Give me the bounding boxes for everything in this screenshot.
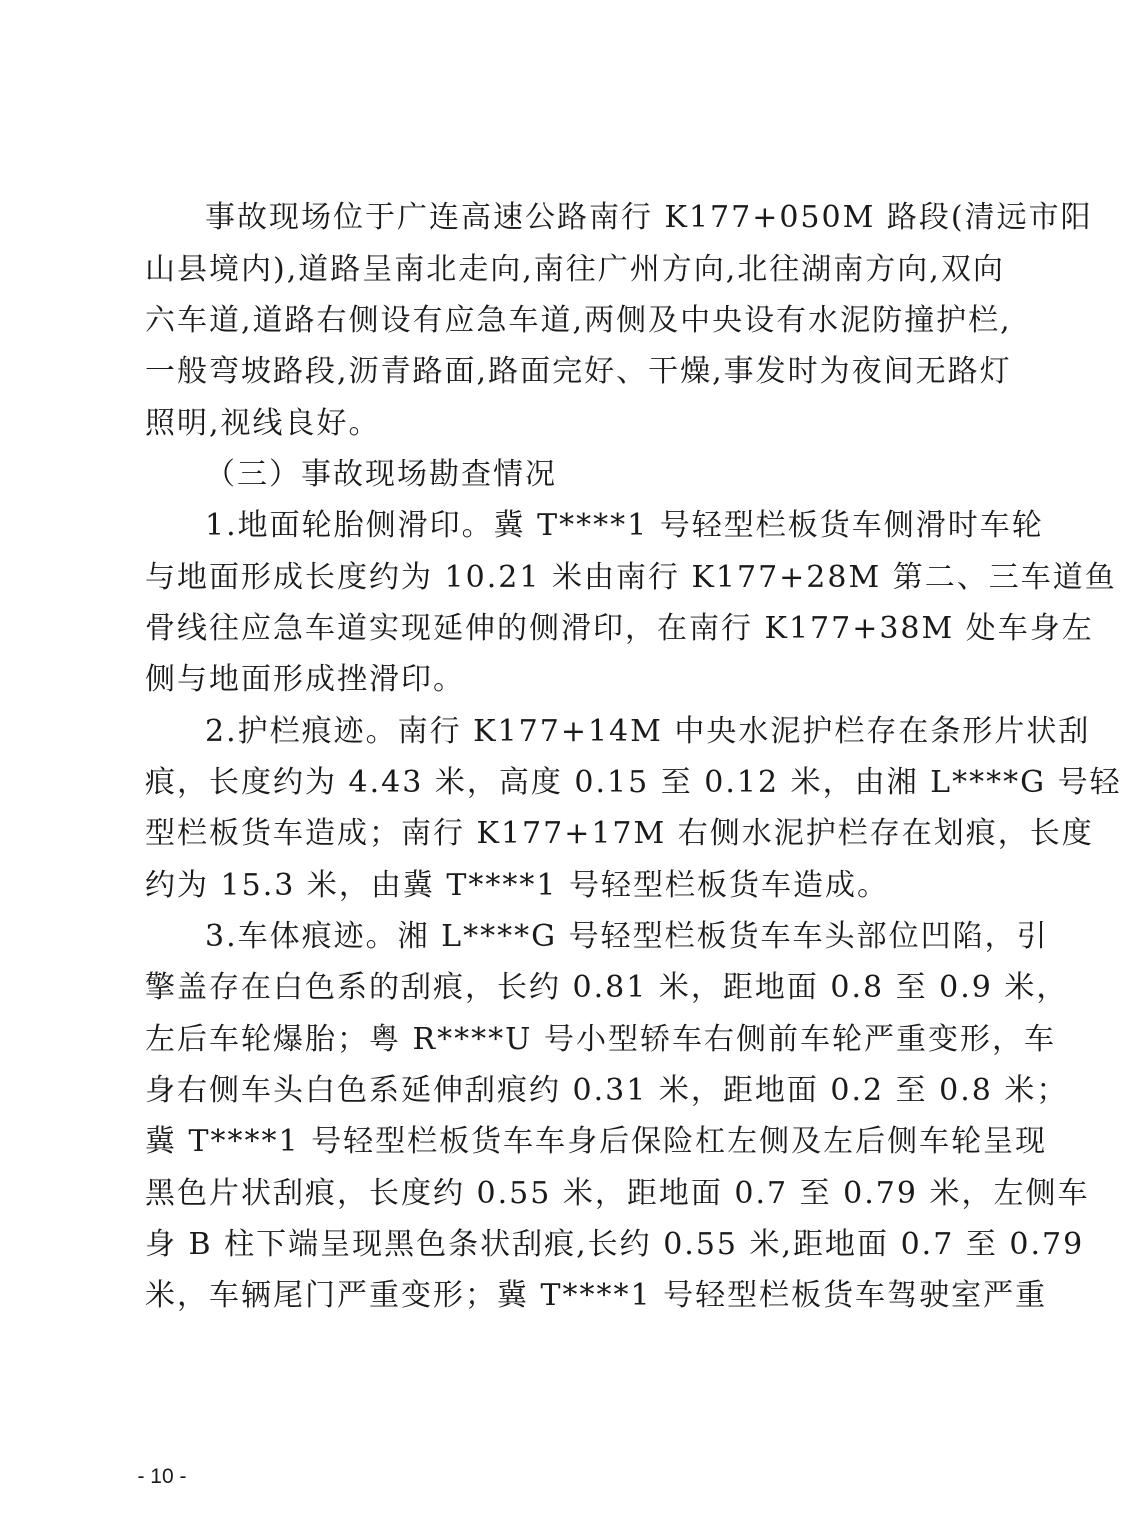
paragraph-line: 型栏板货车造成；南行 K177+17M 右侧水泥护栏存在划痕，长度: [145, 816, 1094, 851]
page-number: - 10 -: [137, 1465, 187, 1488]
paragraph-line: 左后车轮爆胎；粤 R****U 号小型轿车右侧前车轮严重变形，车: [145, 1022, 1056, 1057]
section-heading: （三）事故现场勘查情况: [205, 457, 557, 492]
paragraph-line: 山县境内),道路呈南北走向,南往广州方向,北往湖南方向,双向: [145, 252, 1005, 287]
paragraph-line: 黑色片状刮痕，长度约 0.55 米，距地面 0.7 至 0.79 米，左侧车: [145, 1176, 1090, 1211]
paragraph-line: 1.地面轮胎侧滑印。冀 T****1 号轻型栏板货车侧滑时车轮: [205, 508, 1044, 543]
paragraph-line: 3.车体痕迹。湘 L****G 号轻型栏板货车车头部位凹陷，引: [205, 919, 1049, 954]
paragraph-line: 冀 T****1 号轻型栏板货车车身后保险杠左侧及左后侧车轮呈现: [145, 1124, 1048, 1159]
paragraph-line: 身 B 柱下端呈现黑色条状刮痕,长约 0.55 米,距地面 0.7 至 0.79: [145, 1227, 1085, 1262]
paragraph-line: 约为 15.3 米，由冀 T****1 号轻型栏板货车造成。: [145, 868, 890, 903]
paragraph-line: 一般弯坡路段,沥青路面,路面完好、干燥,事发时为夜间无路灯: [145, 354, 1012, 389]
paragraph-line: 侧与地面形成挫滑印。: [145, 662, 465, 697]
paragraph-line: 身右侧车头白色系延伸刮痕约 0.31 米，距地面 0.2 至 0.8 米；: [145, 1073, 1069, 1108]
paragraph-line: 与地面形成长度约为 10.21 米由南行 K177+28M 第二、三车道鱼: [145, 560, 1117, 595]
paragraph-line: 2.护栏痕迹。南行 K177+14M 中央水泥护栏存在条形片状刮: [205, 714, 1091, 749]
paragraph-line: 事故现场位于广连高速公路南行 K177+050M 路段(清远市阳: [205, 200, 1093, 235]
paragraph-line: 痕，长度约为 4.43 米，高度 0.15 至 0.12 米，由湘 L****G 号轻: [145, 765, 1122, 800]
paragraph-line: 米，车辆尾门严重变形；冀 T****1 号轻型栏板货车驾驶室严重: [145, 1278, 1048, 1313]
paragraph-line: 照明,视线良好。: [145, 406, 381, 441]
paragraph-line: 骨线往应急车道实现延伸的侧滑印，在南行 K177+38M 处车身左: [145, 611, 1094, 646]
paragraph-line: 六车道,道路右侧设有应急车道,两侧及中央设有水泥防撞护栏,: [145, 303, 1012, 338]
paragraph-line: 擎盖存在白色系的刮痕，长约 0.81 米，距地面 0.8 至 0.9 米，: [145, 970, 1069, 1005]
